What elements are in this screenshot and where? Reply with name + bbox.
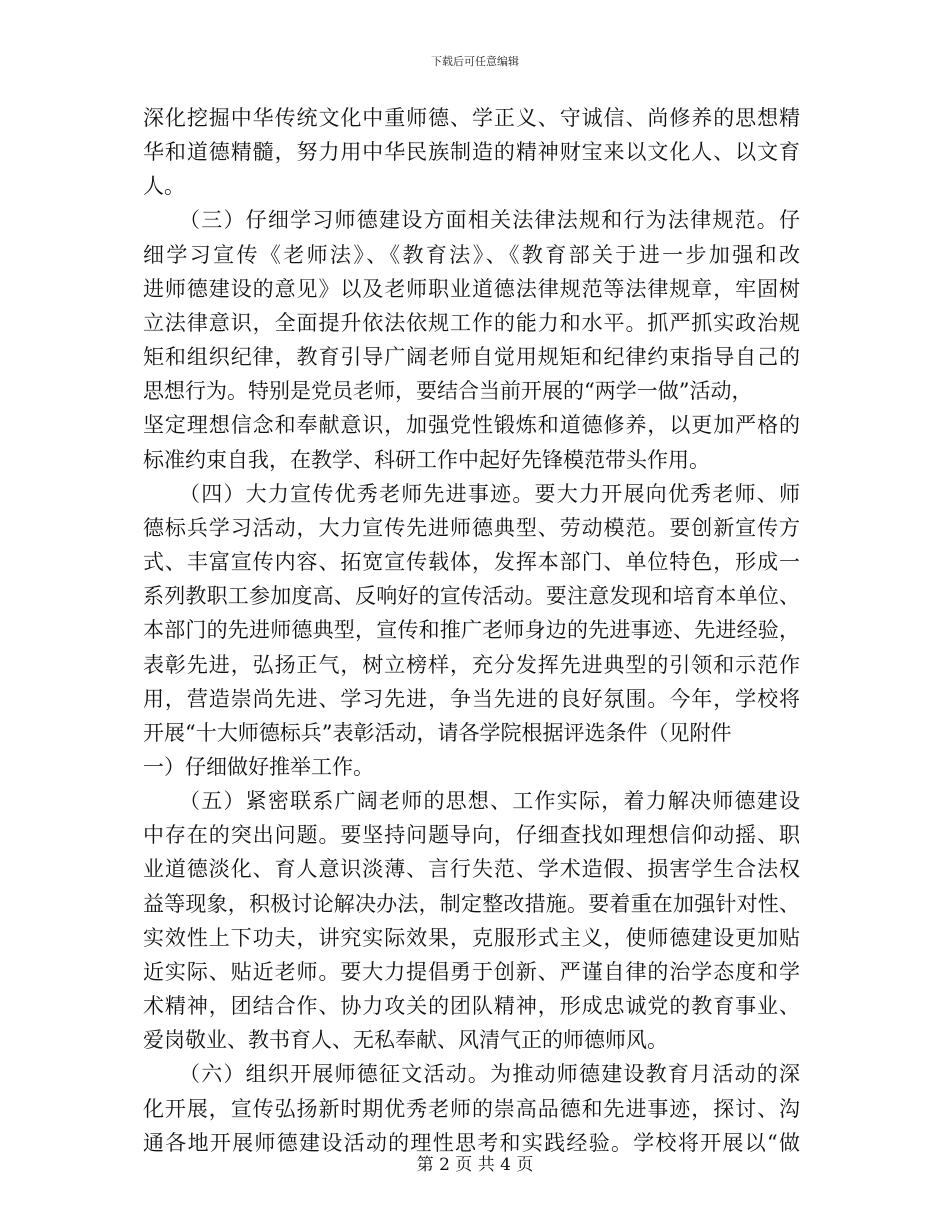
text-line: 通各地开展师德建设活动的理性思考和实践经验。学校将开展以“做 <box>143 1130 800 1155</box>
text-line: 益等现象，积极讨论解决办法，制定整改措施。要着重在加强针对性、 <box>143 891 800 916</box>
text-line: 标准约束自我，在教学、科研工作中起好先锋模范带头作用。 <box>143 447 710 472</box>
paragraph <box>143 1057 800 1159</box>
paragraph <box>143 101 800 203</box>
text-line: 进师德建设的意见》以及老师职业道德法律规范等法律规章，牢固树 <box>143 276 800 301</box>
text-line: 式、丰富宣传内容、拓宽宣传载体，发挥本部门、单位特色，形成一 <box>143 550 800 575</box>
text-line: 细学习宣传《老师法》、《教育法》、《教育部关于进一步加强和改 <box>143 242 800 267</box>
text-line: 爱岗敬业、教书育人、无私奉献、风清气正的师德师风。 <box>143 1028 668 1053</box>
text-line: 思想行为。特别是党员老师，要结合当前开展的“两学一做”活动， <box>143 379 753 404</box>
text-line: 化开展，宣传弘扬新时期优秀老师的崇高品德和先进事迹，探讨、沟 <box>143 1096 800 1121</box>
text-line: 近实际、贴近老师。要大力提倡勇于创新、严谨自律的治学态度和学 <box>143 959 800 984</box>
text-line: 一）仔细做好推举工作。 <box>143 754 374 779</box>
text-line: 系列教职工参加度高、反响好的宣传活动。要注意发现和培育本单位、 <box>143 584 800 609</box>
text-line: （六）组织开展师德征文活动。为推动师德建设教育月活动的深 <box>179 1062 800 1087</box>
text-line: 深化挖掘中华传统文化中重师德、学正义、守诚信、尚修养的思想精 <box>143 106 800 130</box>
text-line: 坚定理想信念和奉献意识，加强党性锻炼和道德修养，以更加严格的 <box>143 413 800 438</box>
text-line: 人。 <box>143 174 185 199</box>
paragraph <box>143 203 800 476</box>
paragraph <box>143 784 800 1057</box>
text-line: 中存在的突出问题。要坚持问题导向，仔细查找如理想信仰动摇、职 <box>143 823 800 848</box>
text-line: 华和道德精髓，努力用中华民族制造的精神财宝来以文化人、以文育 <box>143 140 800 165</box>
text-line: 术精神，团结合作、协力攻关的团队精神，形成忠诚党的教育事业、 <box>143 994 800 1019</box>
text-line: 德标兵学习活动，大力宣传先进师德典型、劳动模范。要创新宣传方 <box>143 515 800 540</box>
text-line: （三）仔细学习师德建设方面相关法律法规和行为法律规范。仔 <box>179 208 800 233</box>
text-line: （五）紧密联系广阔老师的思想、工作实际，着力解决师德建设 <box>179 789 800 814</box>
text-line: 矩和组织纪律，教育引导广阔老师自觉用规矩和纪律约束指导自己的 <box>143 345 800 370</box>
page-header: 下载后可任意编辑 <box>431 55 519 68</box>
page-number-footer: 第 2 页 共 4 页 <box>416 1155 534 1175</box>
text-line: 业道德淡化、育人意识淡薄、言行失范、学术造假、损害学生合法权 <box>143 857 800 882</box>
text-line: 立法律意识，全面提升依法依规工作的能力和水平。抓严抓实政治规 <box>143 310 800 335</box>
text-line: 用，营造崇尚先进、学习先进，争当先进的良好氛围。今年，学校将 <box>143 686 800 711</box>
text-line: 开展“十大师德标兵”表彰活动，请各学院根据评选条件（见附件 <box>143 720 732 745</box>
text-line: （四）大力宣传优秀老师先进事迹。要大力开展向优秀老师、师 <box>179 481 800 506</box>
text-line: 本部门的先进师德典型，宣传和推广老师身边的先进事迹、先进经验， <box>143 618 800 643</box>
text-line: 实效性上下功夫，讲究实际效果，克服形式主义，使师德建设更加贴 <box>143 925 800 950</box>
document-body <box>143 101 800 1160</box>
paragraph <box>143 477 800 784</box>
text-line: 表彰先进，弘扬正气，树立榜样，充分发挥先进典型的引领和示范作 <box>143 652 800 677</box>
